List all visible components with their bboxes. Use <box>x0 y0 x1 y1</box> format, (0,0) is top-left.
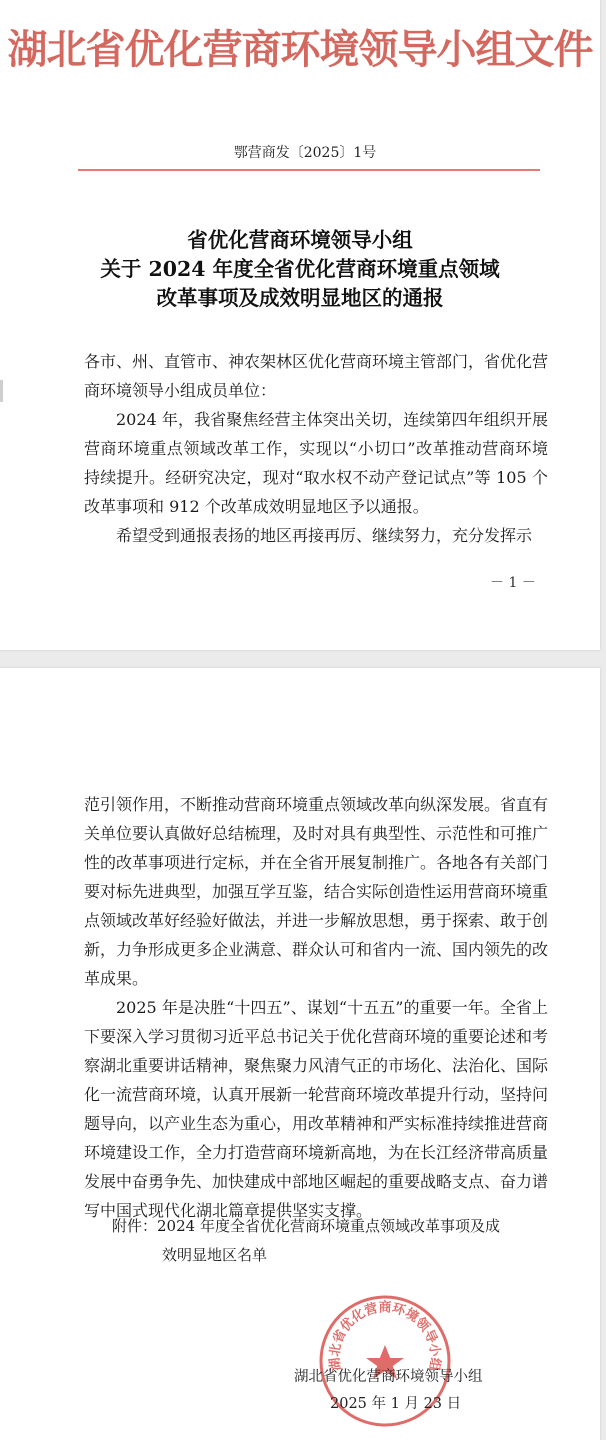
salutation: 各市、州、直管市、神农架林区优化营商环境主管部门，省优化营商环境领导小组成员单位： <box>84 352 549 400</box>
document-page-1 <box>0 0 600 650</box>
paragraph-1: 2024 年，我省聚焦经营主体突出关切，连续第四年组织开展营商环境重点领域改革工作，实现以“小切口”改革推动营商环境持续提升。经研究决定，现对“取水权不动产登记试点”等 105 个改革事项和 912 个改革成效明显地区予以通报。 <box>84 410 548 516</box>
red-divider-line <box>78 169 540 171</box>
paragraph-2-continued: 范引领作用，不断推动营商环境重点领域改革向纵深发展。省直有关单位要认真做好总结梳理，及时对具有典型性、示范性和可推广性的改革事项进行定标，并在全省开展复制推广。各地各有关部门要对标先进典型，加强互学互鉴，结合实际创造性运用营商环境重点领域改革好经验好做法，并进一步解放思想，勇于探索、敢于创新，力争形成更多企业满意、群众认可和省内一流、国内领先的改革成果。 <box>84 795 549 988</box>
body-section-2 <box>84 790 548 1225</box>
page-number: － 1 － <box>490 575 536 591</box>
paragraph-3: 2025 年是决胜“十四五”、谋划“十五五”的重要一年。全省上下要深入学习贯彻习近平总书记关于优化营商环境的重要论述和考察湖北重要讲话精神，聚焦聚力风清气正的市场化、法治化、国际化一流营商环境，认真开展新一轮营商环境改革提升行动，坚持问题导向，以产业生态为重心，用改革精神和严实标准持续推进营商环境建设工作，全力打造营商环境新高地，为在长江经济带高质量发展中奋勇争先、加快建成中部地区崛起的重要战略支点、奋力谱写中国式现代化湖北篇章提供坚实支撑。 <box>84 998 549 1220</box>
signing-organization: 湖北省优化营商环境领导小组 <box>294 1369 483 1385</box>
attachment-line-1: 附件：2024 年度全省优化营商环境重点领域改革事项及成 <box>112 1217 500 1235</box>
heading-line-1: 省优化营商环境领导小组 <box>187 228 413 252</box>
document-heading <box>0 226 600 313</box>
attachment-line-2: 效明显地区名单 <box>162 1246 268 1264</box>
paragraph-2-start: 希望受到通报表扬的地区再接再厉、继续努力，充分发挥示 <box>116 526 533 545</box>
attachment-note <box>112 1212 552 1270</box>
seal-text: 湖北省优化营商环境领导小组 <box>327 1300 443 1372</box>
letterhead-title: 湖北省优化营商环境领导小组文件 <box>7 26 593 73</box>
body-section-1 <box>84 347 548 550</box>
document-page-2 <box>0 668 600 1440</box>
heading-line-3: 改革事项及成效明显地区的通报 <box>156 286 444 310</box>
document-number: 鄂营商发〔2025〕1号 <box>233 145 377 161</box>
heading-line-2: 关于 2024 年度全省优化营商环境重点领域 <box>100 257 500 281</box>
scan-edge-mark <box>0 380 3 402</box>
signing-date: 2025 年 1 月 23 日 <box>330 1396 462 1412</box>
